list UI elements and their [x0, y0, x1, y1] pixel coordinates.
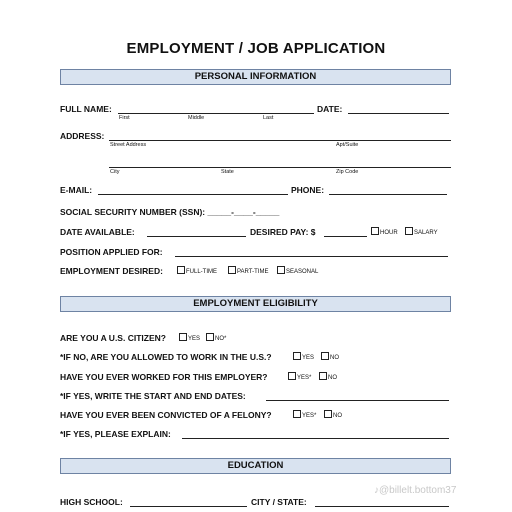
checkbox-icon	[288, 372, 296, 380]
checkbox-icon	[277, 266, 285, 274]
checkbox-icon	[228, 266, 236, 274]
seasonal-label: SEASONAL	[286, 269, 319, 275]
apt-suite-caption: Apt/Suite	[336, 142, 359, 148]
pay-hour-label: HOUR	[380, 230, 398, 236]
full-time-option[interactable]	[177, 266, 217, 278]
checkbox-icon	[179, 333, 187, 341]
date-available-label: DATE AVAILABLE:	[60, 227, 135, 237]
worked-before-no-option[interactable]	[319, 372, 337, 384]
ssn-label: SOCIAL SECURITY NUMBER (SSN): _____-____-_____	[60, 207, 280, 217]
start-end-dates-field[interactable]	[266, 400, 449, 401]
watermark: ♪@billelt.bottom37	[374, 485, 457, 496]
felony-yes-option[interactable]	[293, 410, 316, 422]
street-address-field[interactable]	[109, 140, 451, 141]
full-time-label: FULL-TIME	[186, 269, 218, 275]
citizen-no-option[interactable]	[206, 333, 226, 345]
felony-question: HAVE YOU EVER BEEN CONVICTED OF A FELONY?	[60, 410, 272, 420]
work-authorization-yes-label: YES	[302, 355, 315, 361]
last-name-caption: Last	[263, 115, 274, 121]
felony-no-label: NO	[333, 413, 342, 419]
citizen-question: ARE YOU A U.S. CITIZEN?	[60, 333, 166, 343]
work-authorization-no-option[interactable]	[321, 352, 339, 364]
first-name-caption: First	[119, 115, 130, 121]
desired-pay-field[interactable]	[324, 236, 367, 237]
phone-field[interactable]	[329, 194, 447, 195]
checkbox-icon	[293, 352, 301, 360]
date-available-field[interactable]	[147, 236, 246, 237]
checkbox-icon	[293, 410, 301, 418]
date-field[interactable]	[348, 113, 449, 114]
zip-code-caption: Zip Code	[336, 169, 359, 175]
street-address-caption: Street Address	[110, 142, 147, 148]
middle-name-caption: Middle	[188, 115, 205, 121]
worked-before-yes-option[interactable]	[288, 372, 311, 384]
checkbox-icon	[371, 227, 379, 235]
checkbox-icon	[405, 227, 413, 235]
explain-label: *IF YES, PLEASE EXPLAIN:	[60, 429, 171, 439]
checkbox-icon	[319, 372, 327, 380]
section-header-eligibility: EMPLOYMENT ELIGIBILITY	[60, 296, 451, 312]
checkbox-icon	[324, 410, 332, 418]
position-field[interactable]	[175, 256, 448, 257]
worked-before-question: HAVE YOU EVER WORKED FOR THIS EMPLOYER?	[60, 372, 268, 382]
citizen-yes-option[interactable]	[179, 333, 200, 345]
city-caption: City	[110, 169, 120, 175]
pay-salary-option[interactable]	[405, 227, 438, 239]
section-header-education: EDUCATION	[60, 458, 451, 474]
worked-before-yes-label: YES*	[297, 375, 312, 381]
high-school-field[interactable]	[130, 506, 247, 507]
part-time-label: PART-TIME	[237, 269, 269, 275]
city-state-label: CITY / STATE:	[251, 497, 307, 507]
work-authorization-no-label: NO	[330, 355, 339, 361]
email-label: E-MAIL:	[60, 185, 93, 195]
email-field[interactable]	[98, 194, 288, 195]
work-authorization-question: *IF NO, ARE YOU ALLOWED TO WORK IN THE U.S.?	[60, 352, 272, 362]
work-authorization-yes-option[interactable]	[293, 352, 314, 364]
position-label: POSITION APPLIED FOR:	[60, 247, 163, 257]
address-label: ADDRESS:	[60, 131, 105, 141]
page-title: EMPLOYMENT / JOB APPLICATION	[126, 40, 386, 57]
seasonal-option[interactable]	[277, 266, 318, 278]
worked-before-no-label: NO	[328, 375, 337, 381]
full-name-field[interactable]	[118, 113, 314, 114]
date-label: DATE:	[317, 104, 343, 114]
phone-label: PHONE:	[291, 185, 325, 195]
checkbox-icon	[321, 352, 329, 360]
felony-no-option[interactable]	[324, 410, 342, 422]
state-caption: State	[221, 169, 234, 175]
explain-field[interactable]	[182, 438, 449, 439]
start-end-dates-label: *IF YES, WRITE THE START AND END DATES:	[60, 391, 246, 401]
city-state-zip-field[interactable]	[109, 167, 451, 168]
checkbox-icon	[177, 266, 185, 274]
citizen-yes-label: YES	[188, 336, 201, 342]
desired-pay-label: DESIRED PAY: $	[250, 227, 316, 237]
felony-yes-label: YES*	[302, 413, 317, 419]
high-school-label: HIGH SCHOOL:	[60, 497, 123, 507]
pay-salary-label: SALARY	[414, 230, 438, 236]
full-name-label: FULL NAME:	[60, 104, 112, 114]
pay-hour-option[interactable]	[371, 227, 398, 239]
employment-desired-label: EMPLOYMENT DESIRED:	[60, 266, 163, 276]
city-state-field[interactable]	[315, 506, 449, 507]
citizen-no-label: NO*	[215, 336, 227, 342]
checkbox-icon	[206, 333, 214, 341]
section-header-personal: PERSONAL INFORMATION	[60, 69, 451, 85]
part-time-option[interactable]	[228, 266, 268, 278]
